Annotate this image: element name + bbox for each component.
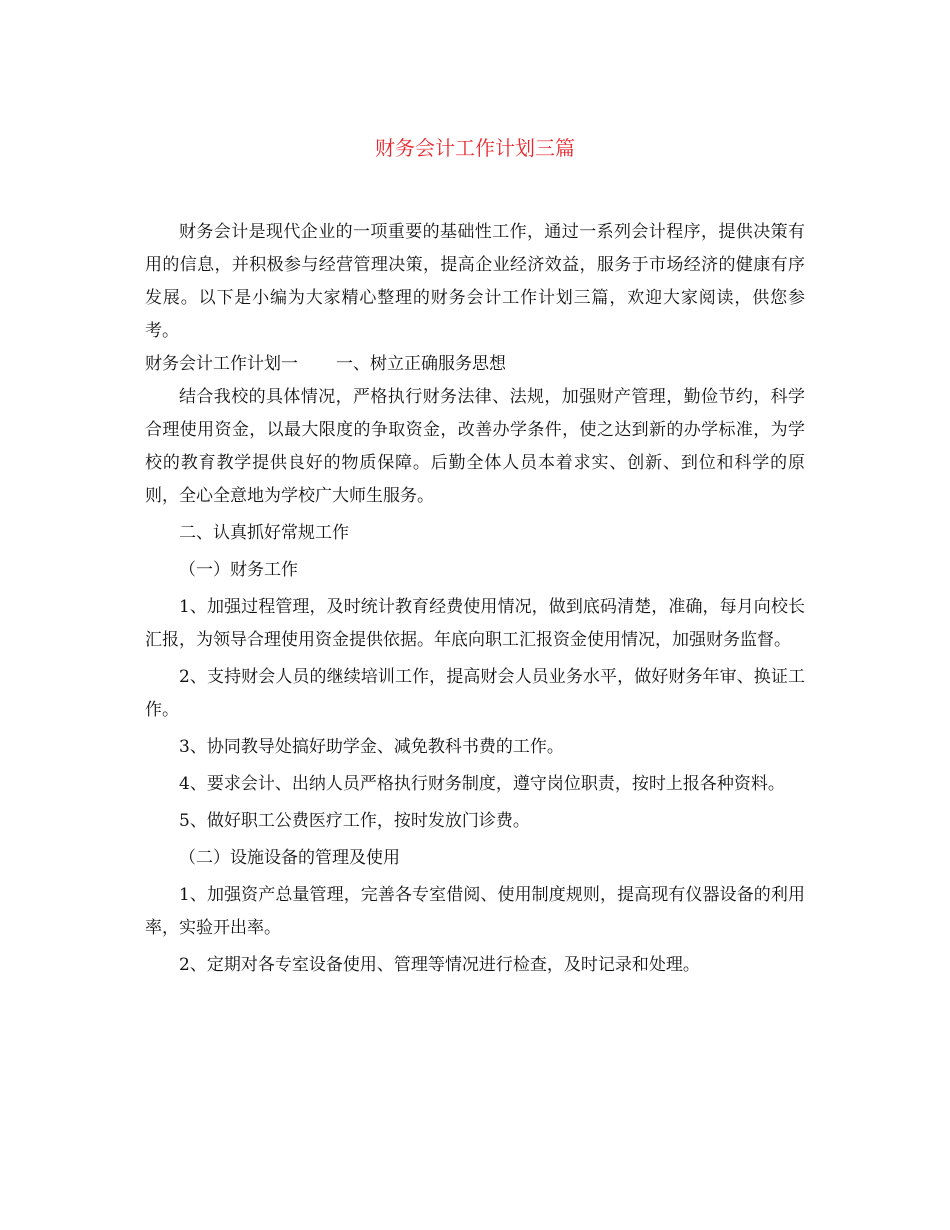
section-heading-line (145, 348, 805, 381)
finance-item-5: 5、做好职工公费医疗工作，按时发放门诊费。 (179, 811, 530, 831)
section-one-heading: 一、树立正确服务思想 (336, 354, 506, 374)
finance-item-4: 4、要求会计、出纳人员严格执行财务制度，遵守岗位职责，按时上报各种资料。 (179, 774, 785, 794)
subsection-finance-heading: （一）财务工作 (179, 560, 298, 580)
finance-item-1: 1、加强过程管理，及时统计教育经费使用情况，做到底码清楚，准确，每月向校长汇报，为领导合理使用资金提供依据。年底向职工汇报资金使用情况，加强财务监督。 (145, 597, 805, 650)
intro-paragraph: 财务会计是现代企业的一项重要的基础性工作，通过一系列会计程序，提供决策有用的信息，并积极参与经营管理决策，提高企业经济效益，服务于市场经济的健康有序发展。以下是小编为大家精心整理的财务会计工作计划三篇，欢迎大家阅读，供您参考。 (145, 222, 805, 341)
plan-one-heading: 财务会计工作计划一 (145, 354, 298, 374)
facilities-item-2: 2、定期对各专室设备使用、管理等情况进行检查，及时记录和处理。 (179, 955, 700, 975)
facilities-item-1: 1、加强资产总量管理，完善各专室借阅、使用制度规则，提高现有仪器设备的利用率，实验开出率。 (145, 885, 805, 938)
section-two-heading: 二、认真抓好常规工作 (179, 523, 349, 543)
finance-item-2: 2、支持财会人员的继续培训工作，提高财会人员业务水平，做好财务年审、换证工作。 (145, 667, 805, 720)
document-title: 财务会计工作计划三篇 (375, 136, 575, 160)
finance-item-3: 3、协同教导处搞好助学金、减免教科书费的工作。 (179, 737, 564, 757)
subsection-facilities-heading: （二）设施设备的管理及使用 (179, 848, 400, 868)
service-paragraph: 结合我校的具体情况，严格执行财务法律、法规，加强财产管理，勤俭节约，科学合理使用资金，以最大限度的争取资金，改善办学条件，使之达到新的办学标准，为学校的教育教学提供良好的物质保障。后勤全体人员本着求实、创新、到位和科学的原则，全心全意地为学校广大师生服务。 (145, 387, 805, 506)
document-body (145, 216, 805, 982)
